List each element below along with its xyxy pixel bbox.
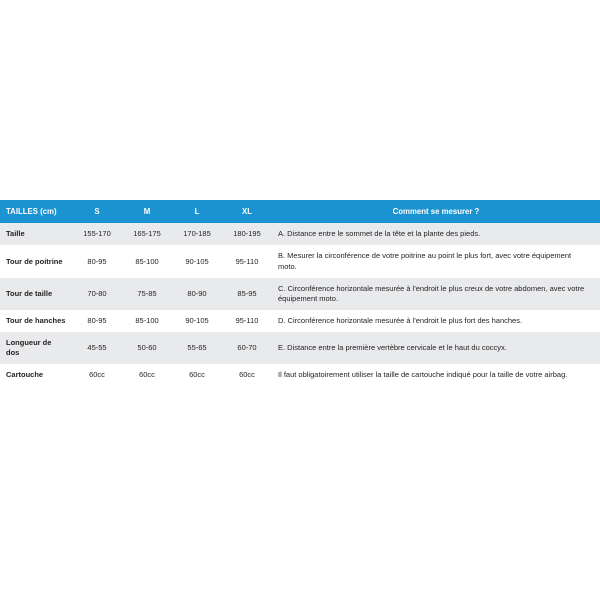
row-label: Longueur de dos xyxy=(0,332,72,364)
cell-xl: 85-95 xyxy=(222,278,272,310)
row-label: Tour de poitrine xyxy=(0,245,72,277)
cell-how-to-measure: Il faut obligatoirement utiliser la taille de cartouche indiqué pour la taille de votre airbag. xyxy=(272,364,600,386)
size-chart-container xyxy=(0,200,600,386)
table-row xyxy=(0,245,600,277)
cell-xl: 60cc xyxy=(222,364,272,386)
cell-m: 75-85 xyxy=(122,278,172,310)
size-chart-table xyxy=(0,200,600,386)
row-label: Tour de taille xyxy=(0,278,72,310)
cell-m: 60cc xyxy=(122,364,172,386)
cell-l: 80-90 xyxy=(172,278,222,310)
column-header-s: S xyxy=(72,200,122,223)
cell-xl: 95-110 xyxy=(222,245,272,277)
cell-l: 170-185 xyxy=(172,223,222,245)
column-header-l: L xyxy=(172,200,222,223)
table-header xyxy=(0,200,600,223)
row-label: Taille xyxy=(0,223,72,245)
row-label: Cartouche xyxy=(0,364,72,386)
table-row xyxy=(0,364,600,386)
cell-how-to-measure: E. Distance entre la première vertèbre cervicale et le haut du coccyx. xyxy=(272,332,600,364)
cell-l: 60cc xyxy=(172,364,222,386)
table-row xyxy=(0,310,600,332)
cell-m: 165-175 xyxy=(122,223,172,245)
cell-s: 45-55 xyxy=(72,332,122,364)
table-row xyxy=(0,332,600,364)
cell-s: 70-80 xyxy=(72,278,122,310)
cell-l: 55-65 xyxy=(172,332,222,364)
cell-s: 80-95 xyxy=(72,310,122,332)
column-header-how-to-measure: Comment se mesurer ? xyxy=(272,200,600,223)
table-header-row xyxy=(0,200,600,223)
cell-how-to-measure: D. Circonférence horizontale mesurée à l'endroit le plus fort des hanches. xyxy=(272,310,600,332)
cell-how-to-measure: C. Circonférence horizontale mesurée à l'endroit le plus creux de votre abdomen, avec votre équipement moto. xyxy=(272,278,600,310)
cell-m: 85-100 xyxy=(122,245,172,277)
cell-xl: 60-70 xyxy=(222,332,272,364)
row-label: Tour de hanches xyxy=(0,310,72,332)
cell-xl: 180-195 xyxy=(222,223,272,245)
table-row xyxy=(0,223,600,245)
cell-l: 90-105 xyxy=(172,245,222,277)
cell-m: 85-100 xyxy=(122,310,172,332)
cell-s: 60cc xyxy=(72,364,122,386)
table-body xyxy=(0,223,600,386)
cell-l: 90-105 xyxy=(172,310,222,332)
cell-s: 155-170 xyxy=(72,223,122,245)
column-header-m: M xyxy=(122,200,172,223)
column-header-xl: XL xyxy=(222,200,272,223)
table-row xyxy=(0,278,600,310)
cell-xl: 95-110 xyxy=(222,310,272,332)
column-header-sizes: TAILLES (cm) xyxy=(0,200,72,223)
cell-how-to-measure: B. Mesurer la circonférence de votre poitrine au point le plus fort, avec votre équipement moto. xyxy=(272,245,600,277)
cell-how-to-measure: A. Distance entre le sommet de la tête et la plante des pieds. xyxy=(272,223,600,245)
cell-m: 50-60 xyxy=(122,332,172,364)
cell-s: 80-95 xyxy=(72,245,122,277)
